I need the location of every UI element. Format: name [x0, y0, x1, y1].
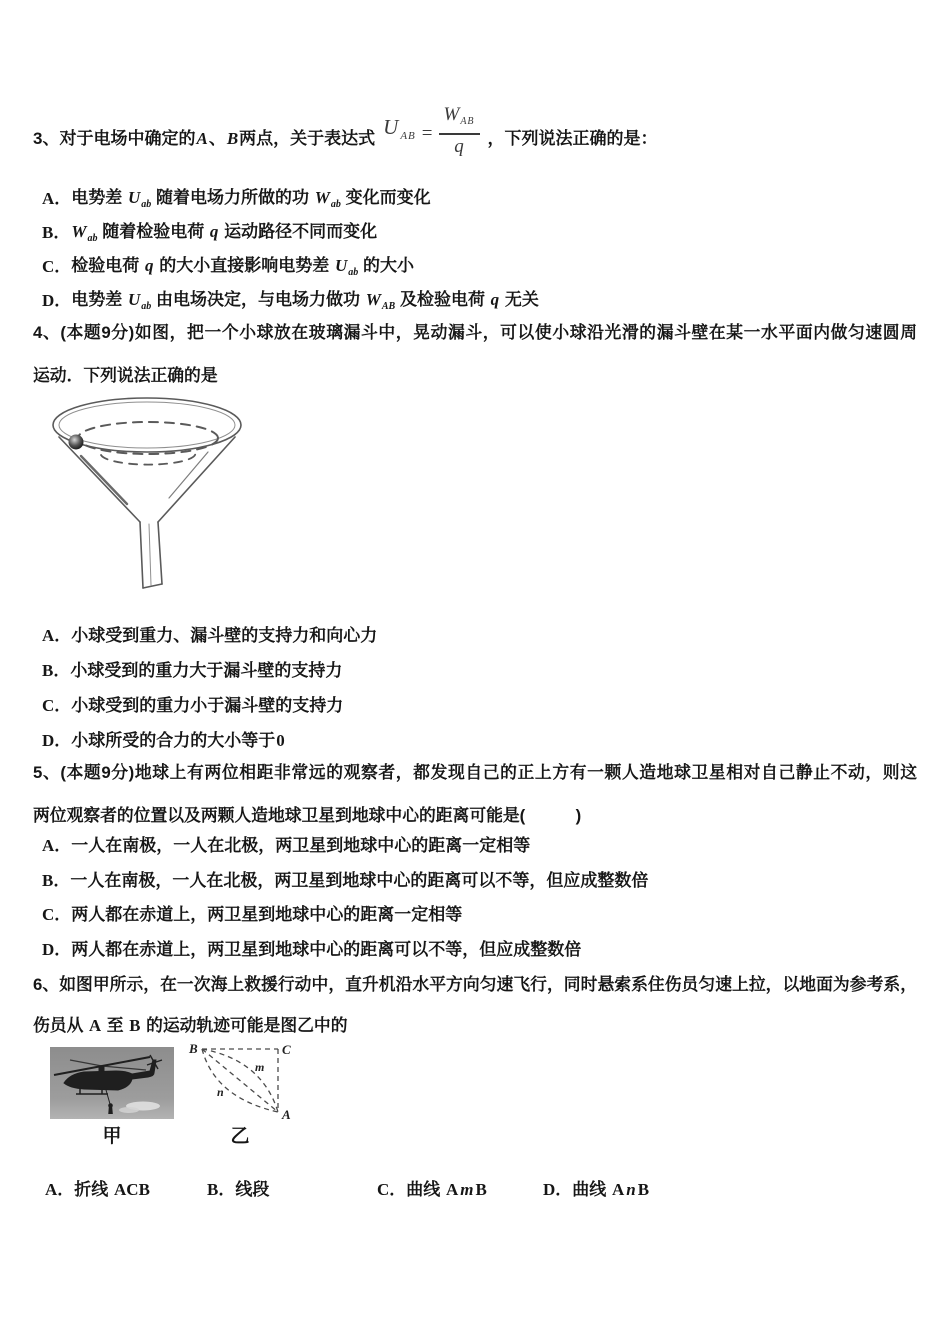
- q5-option-a: [42, 826, 922, 861]
- q6-option-c: [377, 1170, 488, 1204]
- option-label: C．: [42, 696, 72, 715]
- option-label: D．: [42, 731, 72, 750]
- q4-option-a: [42, 616, 922, 651]
- q5-stem-line2: 两位观察者的位置以及两颗人造地球卫星到地球中心的距离可能是( ): [33, 806, 582, 825]
- question-4-stem: [33, 311, 917, 397]
- question-4-options: [42, 616, 922, 756]
- funnel-stem-right: [158, 522, 162, 584]
- option-text: 两人都在赤道上，两卫星到地球中心的距离一定相等: [71, 905, 463, 925]
- curve-label-n: n: [217, 1085, 224, 1099]
- option-label: D．: [543, 1179, 573, 1199]
- option-text: 一人在南极，一人在北极，两卫星到地球中心的距离一定相等: [71, 835, 531, 855]
- q3-stem-text-after: ，下列说法正确的是：: [487, 129, 658, 148]
- rescued-person-body: [109, 1107, 113, 1114]
- option-text: 折线 ACB: [74, 1179, 150, 1199]
- option-text: 电势差 $U_{ab}$ 由电场决定，与电场力做功 $W_{AB}$ 及检验电荷 q 无关: [71, 289, 539, 312]
- option-label: D．: [42, 939, 72, 959]
- q6-option-b: [207, 1170, 269, 1204]
- option-label: B．: [42, 870, 71, 890]
- option-label: B．: [42, 222, 71, 242]
- point-label-a: A: [282, 1107, 291, 1122]
- ball-path-dashed-ellipse: [78, 422, 218, 454]
- funnel-left-wall: [59, 437, 140, 522]
- segment-ba: [202, 1049, 278, 1112]
- figure-caption-jia: 甲: [102, 1126, 122, 1147]
- option-text: 小球所受的合力的大小等于0: [71, 731, 285, 750]
- point-label-b: B: [189, 1041, 198, 1056]
- q4-stem-line2: 运动．下列说法正确的是: [33, 366, 218, 385]
- option-label: C．: [42, 905, 72, 925]
- q6-option-d: [543, 1170, 650, 1204]
- fraction: [439, 103, 480, 159]
- option-text: 曲线 A n B: [572, 1179, 650, 1199]
- q6-stem-line1: 6、如图甲所示，在一次海上救援行动中，直升机沿水平方向匀速飞行，同时悬索系住伤员匀速上拉，以地面为参考系，: [33, 975, 917, 994]
- option-text: 检验电荷 q 的大小直接影响电势差 $U_{ab}$ 的大小: [71, 255, 414, 278]
- q3-option-d: [42, 281, 922, 315]
- ball: [69, 435, 84, 450]
- point-label-c: C: [282, 1042, 291, 1057]
- q5-option-d: [42, 930, 922, 965]
- formula-lhs: U $_{AB}$: [383, 115, 416, 142]
- option-text: 两人都在赤道上，两卫星到地球中心的距离可以不等，但应成整数倍: [71, 939, 582, 959]
- option-text: 曲线 A m B: [406, 1179, 487, 1199]
- q3-option-b: [42, 213, 922, 247]
- trajectory-diagram: [186, 1038, 294, 1126]
- q6-option-a: [45, 1170, 151, 1204]
- option-text: 小球受到的重力大于漏斗壁的支持力: [70, 661, 343, 680]
- q6-stem-line2: 伤员从 A 至 B 的运动轨迹可能是图乙中的: [33, 1016, 348, 1035]
- option-label: A．: [45, 1179, 75, 1199]
- option-label: D．: [42, 290, 72, 310]
- figure-caption-yi: 乙: [230, 1126, 250, 1147]
- question-6-stem: [33, 964, 917, 1046]
- q5-option-b: [42, 861, 922, 896]
- option-label: B．: [42, 661, 71, 680]
- curve-label-m: m: [255, 1060, 265, 1074]
- q4-option-b: [42, 651, 922, 686]
- q3-option-a: [42, 179, 922, 213]
- q3-option-c: [42, 247, 922, 281]
- option-text: 电势差 $U_{ab}$ 随着电场力所做的功 $W_{ab}$ 变化而变化: [71, 187, 431, 210]
- option-label: B．: [207, 1179, 236, 1199]
- option-text: $W_{ab}$ 随着检验电荷 q 运动路径不同而变化: [71, 221, 378, 244]
- equals-sign: =: [421, 123, 433, 144]
- option-label: A．: [42, 835, 72, 855]
- cloud: [119, 1107, 139, 1113]
- q4-option-c: [42, 686, 922, 721]
- option-text: 一人在南极，一人在北极，两卫星到地球中心的距离可以不等，但应成整数倍: [70, 870, 649, 890]
- fraction-denominator: q: [454, 136, 464, 157]
- option-text: 小球受到重力、漏斗壁的支持力和向心力: [71, 626, 378, 645]
- option-label: C．: [42, 256, 72, 276]
- q5-stem-line1: 5、(本题9分)地球上有两位相距非常远的观察者，都发现自己的正上方有一颗人造地球卫星相对自己静止不动，则这: [33, 763, 917, 782]
- helicopter-photo: [50, 1047, 174, 1119]
- question-3-options: [42, 179, 922, 315]
- funnel-stem-left: [140, 522, 143, 588]
- funnel-figure: [45, 392, 255, 592]
- option-text: 小球受到的重力小于漏斗壁的支持力: [71, 696, 344, 715]
- fraction-numerator: $W_{AB}$: [443, 104, 475, 128]
- q5-option-c: [42, 895, 922, 930]
- option-text: 线段: [235, 1179, 270, 1199]
- formula-uab-equals-wab-over-q: [383, 103, 479, 158]
- question-5-stem: [33, 751, 917, 837]
- option-label: A．: [42, 188, 72, 208]
- question-3-stem: [33, 95, 917, 158]
- q4-stem-line1: 4、(本题9分)如图，把一个小球放在玻璃漏斗中，晃动漏斗，可以使小球沿光滑的漏斗壁在某一水平面内做匀速圆周: [33, 323, 917, 342]
- question-6-options: [0, 1170, 950, 1204]
- option-label: A．: [42, 626, 72, 645]
- option-label: C．: [377, 1179, 407, 1199]
- question-5-options: [42, 826, 922, 965]
- q3-stem-text-before: 3、对于电场中确定的A、B两点，关于表达式: [33, 129, 376, 148]
